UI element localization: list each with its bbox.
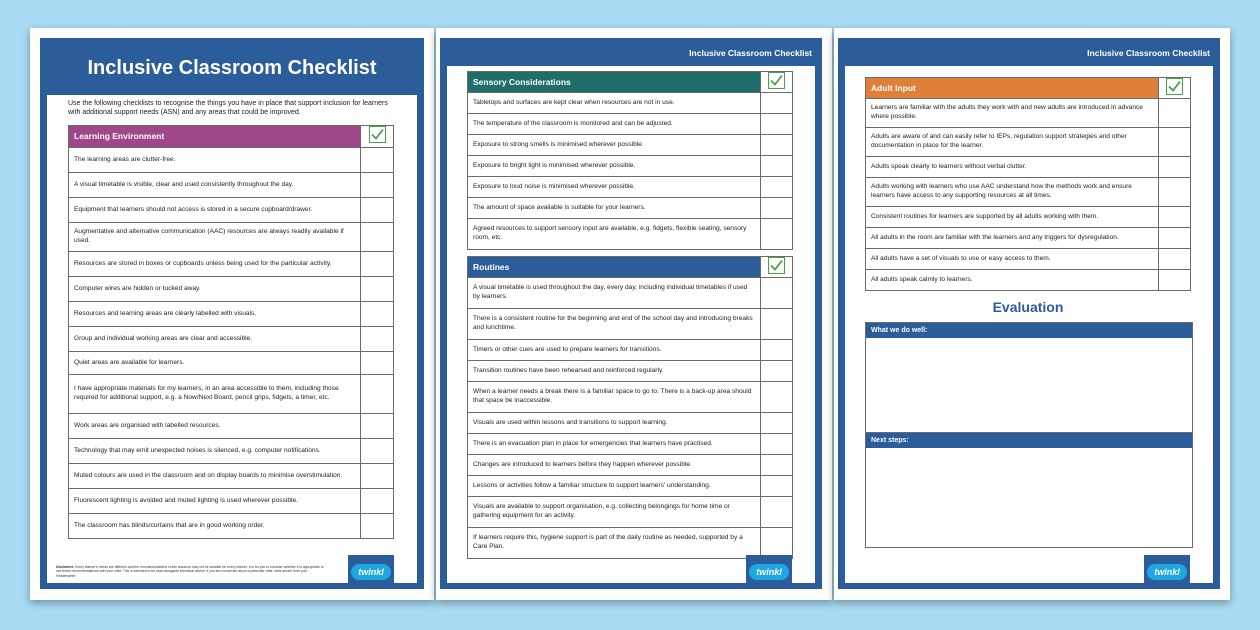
- checklist-row: [866, 249, 1191, 270]
- checklist-checkbox[interactable]: [761, 382, 793, 413]
- checklist-item-text: Adults speak clearly to learners without verbal clutter.: [866, 157, 1159, 178]
- checklist-checkbox[interactable]: [761, 413, 793, 434]
- checklist-checkbox[interactable]: [361, 223, 394, 252]
- checklist-row: [468, 340, 793, 361]
- page-header: [838, 38, 1220, 66]
- checklist-row: [69, 439, 394, 464]
- page-header: [40, 38, 424, 95]
- checklist-row: [468, 455, 793, 476]
- checklist-item-text: Equipment that learners should not access is stored in a secure cupboard/drawer.: [69, 198, 361, 223]
- checklist-item-text: Work areas are organised with labelled resources.: [69, 414, 361, 439]
- checkbox-tick-icon: [1159, 78, 1191, 99]
- adult-input-table: [865, 77, 1191, 291]
- checklist-row: [468, 198, 793, 219]
- checklist-item-text: Lessons or activities follow a familiar structure to support learners' understanding.: [468, 476, 761, 497]
- checklist-item-text: When a learner needs a break there is a familiar space to go to. There is a back-up area should that space be inaccessible.: [468, 382, 761, 413]
- checklist-item-text: There is an evacuation plan in place for emergencies that learners have practised.: [468, 434, 761, 455]
- checkbox-tick-icon: [761, 72, 793, 93]
- checklist-item-text: Exposure to strong smells is minimised wherever possible.: [468, 135, 761, 156]
- checklist-item-text: The classroom has blinds/curtains that are in good working order.: [69, 514, 361, 539]
- checklist-item-text: Exposure to bright light is minimised wherever possible.: [468, 156, 761, 177]
- checklist-checkbox[interactable]: [1159, 128, 1191, 157]
- checklist-item-text: Agreed resources to support sensory input are available, e.g. fidgets, flexible seating, sensory room, etc.: [468, 219, 761, 250]
- page-header: [440, 38, 822, 66]
- checklist-checkbox[interactable]: [1159, 99, 1191, 128]
- checklist-item-text: Fluorescent lighting is avoided and muted lighting is used wherever possible.: [69, 489, 361, 514]
- checklist-row: [69, 327, 394, 352]
- page-title: Inclusive Classroom Checklist: [87, 57, 377, 79]
- checklist-item-text: The amount of space available is suitable for your learners.: [468, 198, 761, 219]
- checklist-item-text: Tabletops and surfaces are kept clear when resources are not in use.: [468, 93, 761, 114]
- checklist-checkbox[interactable]: [761, 340, 793, 361]
- checklist-row: [866, 228, 1191, 249]
- checklist-checkbox[interactable]: [761, 434, 793, 455]
- page-header-title: Inclusive Classroom Checklist: [689, 48, 812, 58]
- page-header-title: Inclusive Classroom Checklist: [1087, 48, 1210, 58]
- checklist-item-text: Resources and learning areas are clearly labelled with visuals.: [69, 302, 361, 327]
- checklist-row: [69, 148, 394, 173]
- checklist-item-text: All adults in the room are familiar with the learners and any triggers for dysregulation.: [866, 228, 1159, 249]
- twinkl-logo: twinkl: [1144, 555, 1190, 589]
- worksheet-page-3: [834, 28, 1230, 600]
- checklist-checkbox[interactable]: [761, 528, 793, 559]
- checklist-checkbox[interactable]: [361, 327, 394, 352]
- checklist-checkbox[interactable]: [761, 278, 793, 309]
- checklist-row: [468, 434, 793, 455]
- checklist-checkbox[interactable]: [761, 497, 793, 528]
- checklist-row: [69, 464, 394, 489]
- checklist-row: [69, 302, 394, 327]
- checklist-row: [866, 157, 1191, 178]
- checklist-checkbox[interactable]: [361, 489, 394, 514]
- checklist-checkbox[interactable]: [361, 173, 394, 198]
- disclaimer-label: Disclaimer:: [56, 565, 75, 569]
- checklist-item-text: Group and individual working areas are clear and accessible.: [69, 327, 361, 352]
- checklist-item-text: Computer wires are hidden or tucked away.: [69, 277, 361, 302]
- checklist-item-text: Muted colours are used in the classroom and on display boards to minimise overstimulation.: [69, 464, 361, 489]
- checklist-item-text: A visual timetable is used throughout the day, every day, including individual timetables if used by learners.: [468, 278, 761, 309]
- worksheet-page-2: [436, 28, 832, 600]
- learning-environment-table: [68, 125, 394, 539]
- checklist-checkbox[interactable]: [361, 252, 394, 277]
- twinkl-logo: twinkl: [746, 555, 792, 589]
- checklist-checkbox[interactable]: [361, 414, 394, 439]
- checklist-row: [866, 99, 1191, 128]
- checklist-checkbox[interactable]: [1159, 228, 1191, 249]
- checklist-item-text: All adults have a set of visuals to use or easy access to them.: [866, 249, 1159, 270]
- checklist-row: [468, 135, 793, 156]
- checklist-item-text: Transition routines have been rehearsed and reinforced regularly.: [468, 361, 761, 382]
- checklist-item-text: Quiet areas are available for learners.: [69, 352, 361, 375]
- checklist-row: [69, 277, 394, 302]
- checklist-row: [468, 528, 793, 559]
- intro-text: Use the following checklists to recognise the things you have in place that support inclusion for learners with additional support needs (ASN) and any areas that could be improved.: [68, 100, 388, 117]
- checklist-row: [468, 382, 793, 413]
- checklist-checkbox[interactable]: [1159, 178, 1191, 207]
- checklist-checkbox[interactable]: [1159, 207, 1191, 228]
- checklist-item-text: The temperature of the classroom is monitored and can be adjusted.: [468, 114, 761, 135]
- checklist-checkbox[interactable]: [761, 361, 793, 382]
- section-title: Routines: [468, 257, 761, 278]
- checklist-checkbox[interactable]: [361, 148, 394, 173]
- checklist-item-text: Learners are familiar with the adults they work with and new adults are introduced in advance where possible.: [866, 99, 1159, 128]
- checklist-row: [866, 270, 1191, 291]
- checklist-row: [69, 252, 394, 277]
- checklist-row: [69, 414, 394, 439]
- checklist-row: [69, 375, 394, 414]
- checklist-checkbox[interactable]: [761, 177, 793, 198]
- checklist-checkbox[interactable]: [761, 476, 793, 497]
- section-title: Learning Environment: [69, 126, 361, 148]
- checklist-row: [468, 156, 793, 177]
- checklist-checkbox[interactable]: [1159, 157, 1191, 178]
- next-steps-label: Next steps:: [866, 433, 1192, 448]
- checklist-item-text: Adults working with learners who use AAC understand how the methods work and ensure learners have access to any supporting resources at all times.: [866, 178, 1159, 207]
- worksheet-page-1: [30, 28, 434, 600]
- checklist-item-text: Visuals are available to support organisation, e.g. collecting belongings for home time or gathering equipment for an activity.: [468, 497, 761, 528]
- checklist-row: [468, 309, 793, 340]
- checklist-item-text: If learners require this, hygiene support is part of the daily routine as needed, supported by a Care Plan.: [468, 528, 761, 559]
- checklist-item-text: Adults are aware of and can easily refer to IEPs, regulation support strategies and other documentation in place for the learner.: [866, 128, 1159, 157]
- checklist-row: [69, 514, 394, 539]
- checklist-row: [69, 173, 394, 198]
- checklist-row: [468, 476, 793, 497]
- checklist-row: [69, 223, 394, 252]
- section-title: Sensory Considerations: [468, 72, 761, 93]
- checklist-row: [69, 489, 394, 514]
- disclaimer-text: Every learner's needs are different and the recommendations in this resource may not be suitable for every learner. It is for you to consider whether it is appropriate to use these recommendations with your child. This is intended to be used alongside individual advice, if you are concerned about a particular child, seek advice from your Headteacher.: [56, 565, 324, 578]
- checklist-item-text: Timers or other cues are used to prepare learners for transitions.: [468, 340, 761, 361]
- checklist-row: [866, 207, 1191, 228]
- section-title: Adult Input: [866, 78, 1159, 99]
- checklist-item-text: I have appropriate materials for my learners, in an area accessible to them, including those required for additional support, e.g. a Now/Next Board, pencil grips, fidgets, a timer, etc.: [69, 375, 361, 414]
- checklist-row: [468, 93, 793, 114]
- checklist-row: [866, 178, 1191, 207]
- what-we-do-well-label: What we do well:: [866, 323, 1192, 338]
- checklist-row: [468, 497, 793, 528]
- checklist-row: [468, 361, 793, 382]
- checklist-row: [69, 198, 394, 223]
- checklist-row: [468, 177, 793, 198]
- checklist-checkbox[interactable]: [361, 302, 394, 327]
- checklist-checkbox[interactable]: [761, 156, 793, 177]
- checkbox-tick-icon: [361, 126, 394, 148]
- evaluation-title: Evaluation: [992, 299, 1064, 315]
- checklist-checkbox[interactable]: [761, 219, 793, 250]
- checklist-row: [468, 278, 793, 309]
- checklist-checkbox[interactable]: [361, 277, 394, 302]
- checklist-item-text: Technology that may emit unexpected noises is silenced, e.g. computer notifications.: [69, 439, 361, 464]
- checklist-item-text: All adults speak calmly to learners.: [866, 270, 1159, 291]
- checklist-checkbox[interactable]: [361, 375, 394, 414]
- checklist-item-text: Exposure to loud noise is minimised wherever possible.: [468, 177, 761, 198]
- checklist-checkbox[interactable]: [761, 309, 793, 340]
- checklist-item-text: A visual timetable is visible, clear and used consistently throughout the day.: [69, 173, 361, 198]
- checklist-row: [468, 413, 793, 434]
- checklist-item-text: Consistent routines for learners are supported by all adults working with them.: [866, 207, 1159, 228]
- checklist-row: [69, 352, 394, 375]
- checklist-item-text: The learning areas are clutter-free.: [69, 148, 361, 173]
- checklist-checkbox[interactable]: [361, 514, 394, 539]
- checklist-item-text: Augmentative and alternative communication (AAC) resources are always readily available if used.: [69, 223, 361, 252]
- checklist-checkbox[interactable]: [761, 114, 793, 135]
- checklist-checkbox[interactable]: [761, 198, 793, 219]
- checkbox-tick-icon: [761, 257, 793, 278]
- checklist-item-text: Changes are introduced to learners before they happen wherever possible.: [468, 455, 761, 476]
- checklist-row: [866, 128, 1191, 157]
- checklist-row: [468, 219, 793, 250]
- routines-table: [467, 256, 793, 559]
- checklist-checkbox[interactable]: [361, 352, 394, 375]
- checklist-item-text: There is a consistent routine for the beginning and end of the school day and introducing breaks and lunchtime.: [468, 309, 761, 340]
- checklist-item-text: Resources are stored in boxes or cupboards unless being used for the particular activity.: [69, 252, 361, 277]
- checklist-item-text: Visuals are used within lessons and transitions to support learning.: [468, 413, 761, 434]
- checklist-checkbox[interactable]: [1159, 249, 1191, 270]
- twinkl-logo: twinkl: [348, 555, 394, 589]
- checklist-checkbox[interactable]: [761, 135, 793, 156]
- checklist-checkbox[interactable]: [1159, 270, 1191, 291]
- what-we-do-well-box[interactable]: [865, 322, 1193, 433]
- sensory-table: [467, 71, 793, 250]
- checklist-row: [468, 114, 793, 135]
- checklist-checkbox[interactable]: [761, 455, 793, 476]
- disclaimer: [56, 565, 324, 578]
- checklist-checkbox[interactable]: [761, 93, 793, 114]
- next-steps-box[interactable]: [865, 432, 1193, 548]
- checklist-checkbox[interactable]: [361, 439, 394, 464]
- checklist-checkbox[interactable]: [361, 464, 394, 489]
- checklist-checkbox[interactable]: [361, 198, 394, 223]
